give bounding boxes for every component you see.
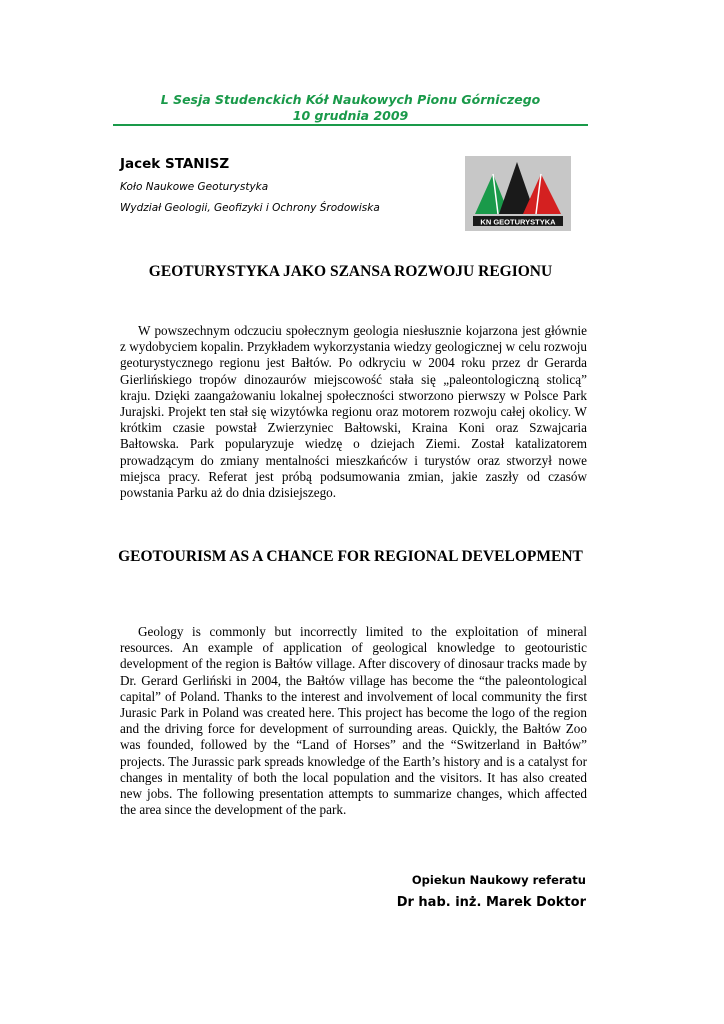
author-affiliation-faculty: Wydział Geologii, Geofizyki i Ochrony Środowiska — [120, 202, 380, 214]
conference-title: L Sesja Studenckich Kół Naukowych Pionu Górniczego — [160, 92, 541, 107]
title-polish: GEOTURYSTYKA JAKO SZANSA ROZWOJU REGIONU — [148, 263, 553, 280]
author-name: Jacek STANISZ — [120, 156, 230, 172]
mountains-logo-icon — [465, 156, 571, 231]
supervisor-label: Opiekun Naukowy referatu — [411, 873, 586, 887]
title-english: GEOTOURISM AS A CHANCE FOR REGIONAL DEVELOPMENT — [118, 548, 583, 565]
logo-label: KN GEOTURYSTYKA — [480, 217, 556, 227]
author-affiliation-club: Koło Naukowe Geoturystyka — [120, 181, 269, 193]
abstract-english: Geology is commonly but incorrectly limited to the exploitation of mineral resources. An example of application of geological knowledge to geotouristic development of the region is Bałtów village. After discovery of dinosaur tracks made by Dr. Gerard Gerliński in 2004, the Bałtów village has become the “the paleontological capital” of Poland. Thanks to the interest and involvement of local community the first Jurasic Park in Poland was created here. This project has become the logo of the region and the driving force for development of surrounding areas. Quickly, the Bałtów Zoo was founded, followed by the “Land of Horses” and the “Switzerland in Bałtów” projects. The Jurassic park spreads knowledge of the Earth’s history and is a catalyst for changes in mentality of both the local population and the visitors. It has also created new jobs. The following presentation attempts to summarize changes, which affected the area since the development of the park. — [120, 624, 587, 818]
supervisor-name: Dr hab. inż. Marek Doktor — [396, 895, 586, 910]
conference-date: 10 grudnia 2009 — [292, 108, 409, 123]
header-divider — [113, 124, 588, 126]
abstract-polish: W powszechnym odczuciu społecznym geologia niesłusznie kojarzona jest głównie z wydobyciem kopalin. Przykładem wykorzystania wiedzy geologicznej w celu rozwoju geoturystycznego regionu jest Bałtów. Po odkryciu w 2004 roku przez dr Gerarda Gierlińskiego tropów dinozaurów miejscowość stała się „paleontologiczną stolicą” kraju. Dzięki zaangażowaniu lokalnej społeczności stworzono pierwszy w Polsce Park Jurajski. Projekt ten stał się wizytówka regionu oraz motorem rozwoju całej okolicy. W krótkim czasie powstał Zwierzyniec Bałtowski, Kraina Koni oraz Szwajcaria Bałtowska. Park popularyzuje wiedzę o dziejach Ziemi. Został katalizatorem prowadzącym do zmiany mentalności mieszkańców i turystów oraz stworzył nowe miejsca pracy. Referat jest próbą podsumowania zmian, jakie zaszły od czasów powstania Parku aż do dnia dzisiejszego. — [120, 323, 587, 501]
conference-header — [113, 92, 588, 124]
red-peak-icon — [523, 174, 561, 214]
kn-geoturystyka-logo — [465, 156, 571, 231]
